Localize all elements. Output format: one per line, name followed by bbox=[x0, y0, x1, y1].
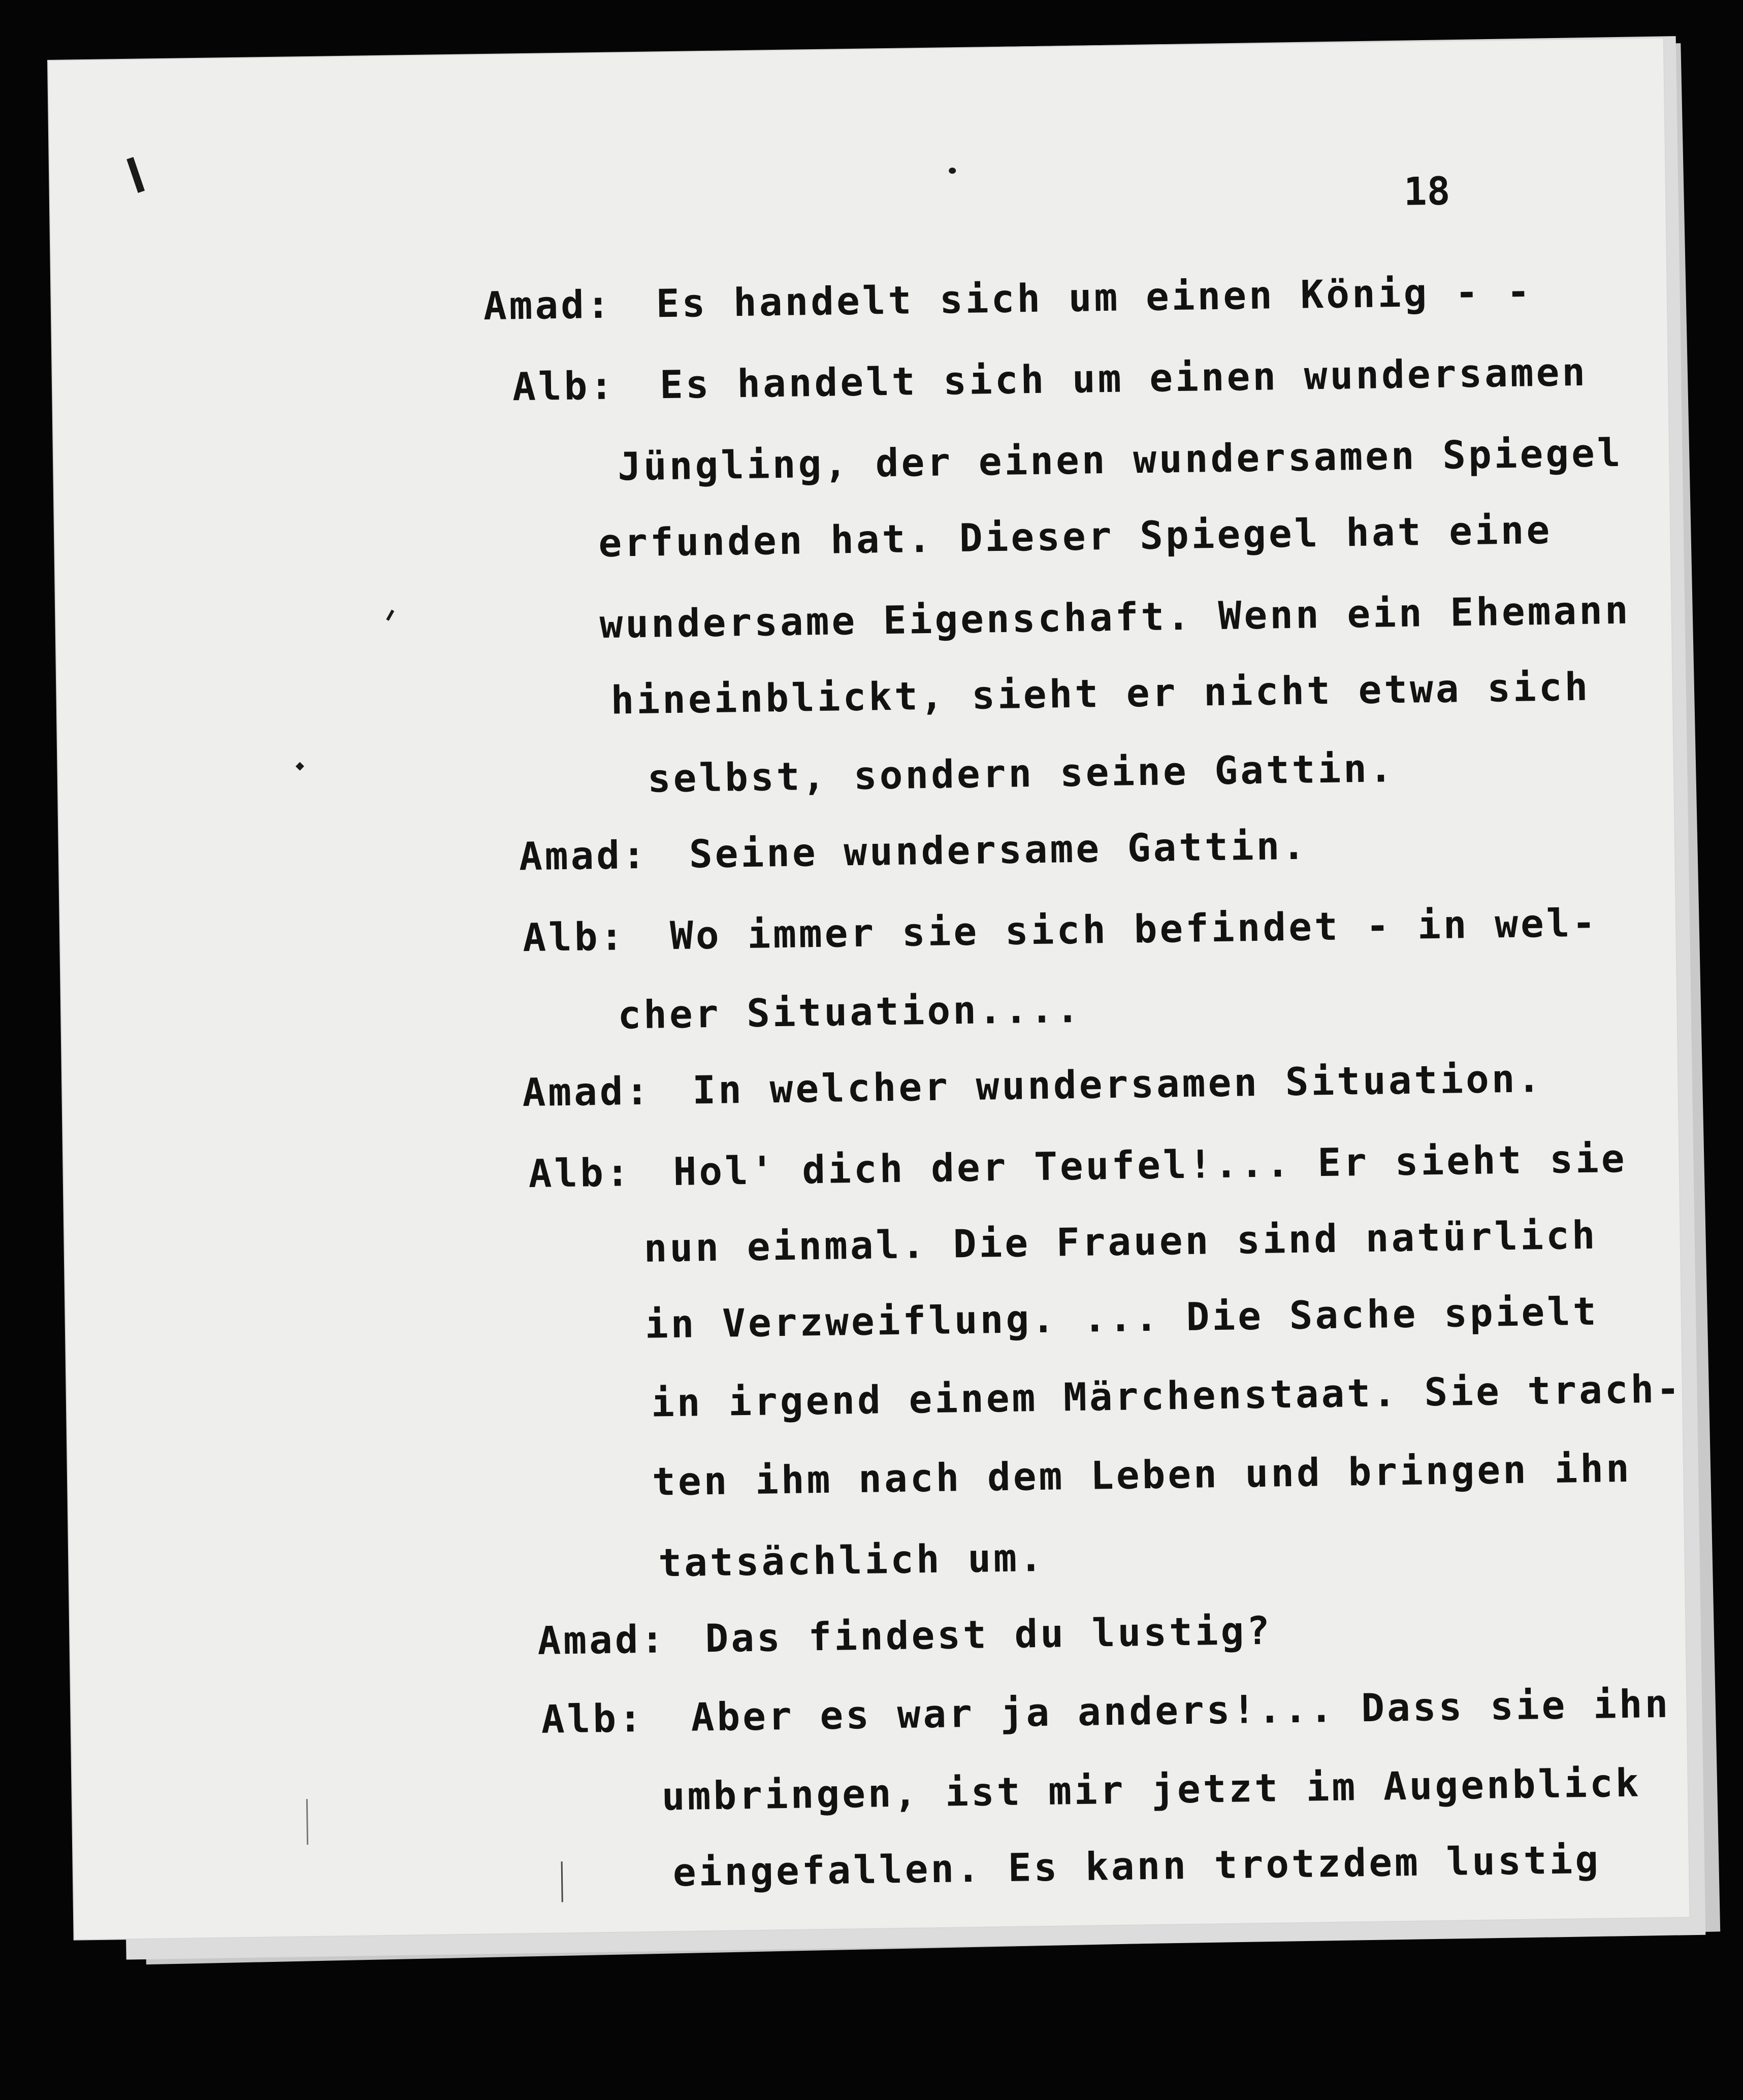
speaker-label: Alb: bbox=[512, 363, 616, 410]
page-number: 18 bbox=[1403, 168, 1450, 214]
pencil-stroke bbox=[561, 1861, 563, 1902]
dialogue-line: Es handelt sich um einen wundersamen bbox=[659, 349, 1588, 408]
dialogue-line: hineinblickt, sieht er nicht etwa sich bbox=[610, 664, 1591, 723]
speaker-label: Alb: bbox=[522, 913, 626, 961]
dialogue-line: in irgend einem Märchenstaat. Sie trach- bbox=[651, 1366, 1683, 1426]
speaker-label: Alb: bbox=[528, 1150, 632, 1197]
dialogue-line: Hol' dich der Teufel!... Er sieht sie bbox=[673, 1135, 1628, 1195]
speaker-label: Amad: bbox=[522, 1068, 652, 1115]
dialogue-line: wundersame Eigenschaft. Wenn ein Ehemann bbox=[599, 587, 1631, 647]
dialogue-line: umbringen, ist mir jetzt im Augenblick bbox=[661, 1760, 1642, 1819]
dialogue-line: In welcher wundersamen Situation. bbox=[692, 1056, 1543, 1113]
dialogue-line: erfunden hat. Dieser Spiegel hat eine bbox=[598, 507, 1553, 566]
pencil-stroke bbox=[306, 1799, 308, 1845]
speaker-label: Amad: bbox=[519, 832, 649, 879]
speaker-label: Amad: bbox=[537, 1616, 667, 1663]
dialogue-line: cher Situation.... bbox=[617, 986, 1082, 1038]
dialogue-line: tatsächlich um. bbox=[658, 1534, 1046, 1586]
dialogue-line: Jüngling, der einen wundersamen Spiegel bbox=[617, 430, 1624, 489]
ink-mark bbox=[296, 762, 304, 771]
ink-mark bbox=[126, 157, 145, 193]
dialogue-line: nun einmal. Die Frauen sind natürlich bbox=[643, 1212, 1598, 1271]
dialogue-line: eingefallen. Es kann trotzdem lustig bbox=[672, 1836, 1601, 1895]
speaker-label: Amad: bbox=[483, 281, 613, 329]
ink-dot bbox=[949, 168, 956, 174]
speaker-label: Alb: bbox=[541, 1695, 645, 1742]
dialogue-line: ten ihm nach dem Leben und bringen ihn bbox=[652, 1445, 1632, 1504]
dialogue-line: Seine wundersame Gattin. bbox=[689, 823, 1308, 877]
dialogue-line: Das findest du lustig? bbox=[704, 1607, 1273, 1661]
dialogue-line: selbst, sondern seine Gattin. bbox=[647, 745, 1396, 801]
dialogue-line: in Verzweiflung. ... Die Sache spielt bbox=[644, 1288, 1599, 1347]
dialogue-line: Es handelt sich um einen König - - bbox=[656, 269, 1533, 326]
typescript-page bbox=[48, 39, 1689, 1940]
ink-mark bbox=[386, 610, 394, 621]
dialogue-line: Aber es war ja anders!... Dass sie ihn bbox=[691, 1681, 1671, 1740]
dialogue-line: Wo immer sie sich befindet - in wel- bbox=[669, 900, 1598, 959]
